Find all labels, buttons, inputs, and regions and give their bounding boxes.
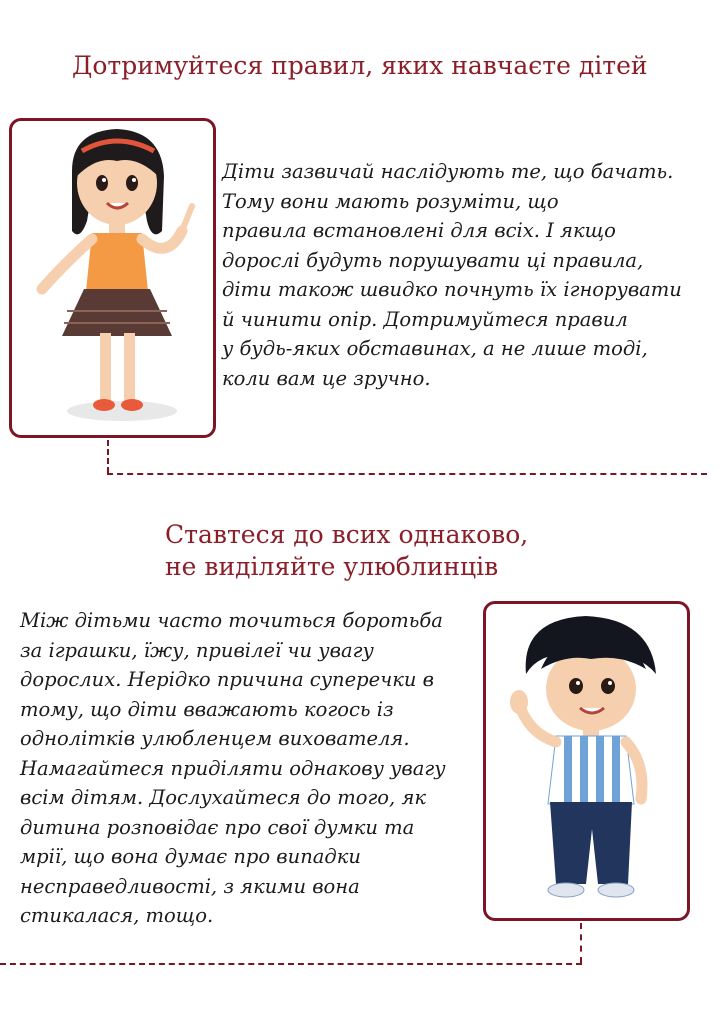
paragraph-line: Тому вони мають розуміти, що [222,189,559,213]
section1-title: Дотримуйтеся правил, яких навчаєте дітей [72,51,648,80]
girl-illustration [12,121,213,435]
connector-line-vertical [580,923,582,963]
section2-title [165,519,528,583]
connector-line-vertical [107,440,109,473]
section1-paragraph [222,157,682,393]
section2-title-line: Ставтеся до всих однаково, [165,520,529,549]
boy-illustration [486,604,687,918]
paragraph-line: діти також швидко почнуть їх ігнорувати [222,278,682,301]
paragraph-line: тому, що діти вважають когось із [20,697,394,721]
boy-image-frame [483,601,690,921]
paragraph-line: стикалася, тощо. [20,904,214,927]
paragraph-line: Діти зазвичай наслідують те, що бачать. [222,160,674,183]
paragraph-line: коли вам це зручно. [222,366,431,390]
section2-paragraph [20,606,446,931]
paragraph-line: у будь-яких обставинах, а не лише тоді, [222,337,648,360]
paragraph-line: правила встановлені для всіх. І якщо [222,219,616,242]
paragraph-line: Між дітьми часто точиться боротьба [20,609,443,632]
paragraph-line: всім дітям. Дослухайтеся до того, як [20,786,426,809]
girl-image-frame [9,118,216,438]
paragraph-line: несправедливості, з якими вона [20,874,360,898]
connector-line-horizontal [0,963,582,965]
paragraph-line: мрії, що вона думає про випадки [20,845,361,868]
paragraph-line: за іграшки, їжу, привілеї чи увагу [20,638,374,662]
connector-line-horizontal [107,473,707,475]
paragraph-line: Намагайтеся приділяти однакову увагу [20,756,446,780]
paragraph-line: однолітків улюбленцем вихователя. [20,727,410,750]
paragraph-line: дитина розповідає про свої думки та [20,815,415,839]
paragraph-line: дорослих. Нерідко причина суперечки в [20,668,435,691]
paragraph-line: дорослі будуть порушувати ці правила, [222,248,644,272]
section2-title-line: не виділяйте улюблинців [165,552,499,581]
paragraph-line: й чинити опір. Дотримуйтеся правил [222,307,628,331]
